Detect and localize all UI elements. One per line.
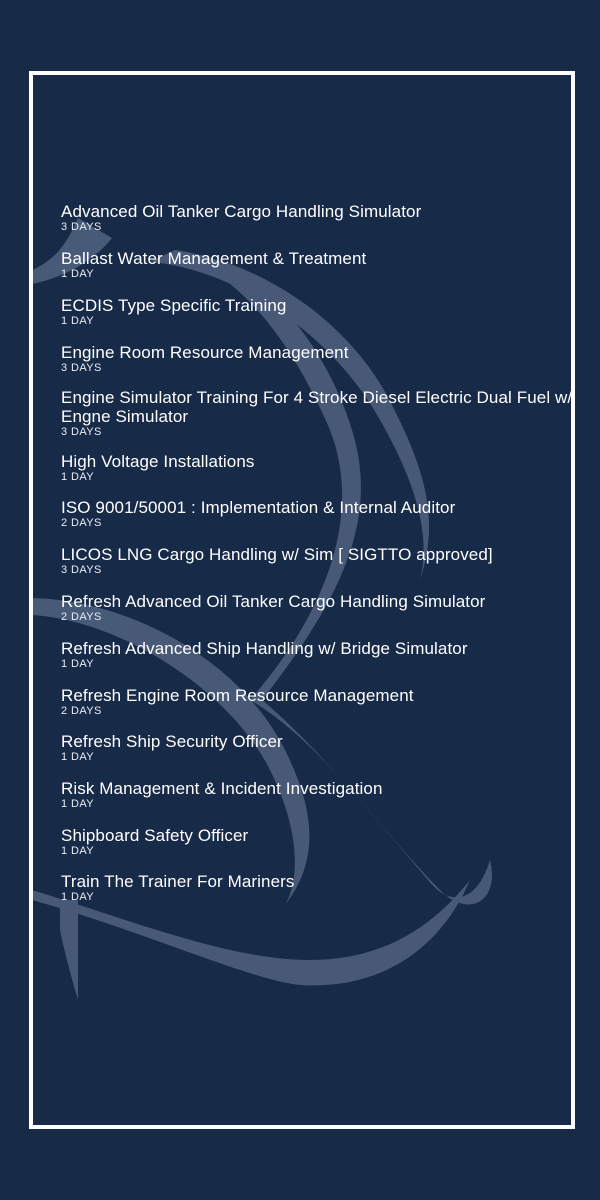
course-duration: 1 DAY [61, 315, 94, 327]
course-title: ISO 9001/50001 : Implementation & Internal Auditor [61, 498, 456, 517]
course-duration: 3 DAYS [61, 221, 102, 233]
course-title: LICOS LNG Cargo Handling w/ Sim [ SIGTTO approved] [61, 545, 493, 564]
list-item [61, 686, 581, 732]
course-duration: 2 DAYS [61, 705, 102, 717]
course-title: Shipboard Safety Officer [61, 826, 249, 845]
list-item [61, 732, 581, 779]
course-duration: 1 DAY [61, 798, 94, 810]
list-item [61, 498, 581, 545]
list-item [61, 592, 581, 639]
course-title: Refresh Advanced Ship Handling w/ Bridge Simulator [61, 639, 468, 658]
list-item [61, 452, 581, 498]
course-title: ECDIS Type Specific Training [61, 296, 287, 315]
course-title: Advanced Oil Tanker Cargo Handling Simulator [61, 202, 422, 221]
course-duration: 1 DAY [61, 891, 94, 903]
course-title: Engine Simulator Training For 4 Stroke Diesel Electric Dual Fuel w/ Engne Simulator [61, 388, 573, 426]
course-duration: 1 DAY [61, 845, 94, 857]
list-item [61, 779, 581, 826]
course-list [61, 202, 581, 912]
list-item [61, 826, 581, 872]
course-duration: 1 DAY [61, 471, 94, 483]
course-title: Refresh Engine Room Resource Management [61, 686, 414, 705]
course-duration: 3 DAYS [61, 426, 102, 438]
course-title: Ballast Water Management & Treatment [61, 249, 367, 268]
course-title: High Voltage Installations [61, 452, 255, 471]
course-title: Risk Management & Incident Investigation [61, 779, 383, 798]
list-item [61, 388, 581, 452]
course-duration: 1 DAY [61, 268, 94, 280]
list-item [61, 296, 581, 343]
list-item [61, 343, 581, 388]
course-title: Refresh Ship Security Officer [61, 732, 283, 751]
list-item [61, 872, 581, 912]
list-item [61, 249, 581, 296]
course-title: Train The Trainer For Mariners [61, 872, 295, 891]
list-item [61, 639, 581, 686]
list-item [61, 545, 581, 592]
course-duration: 2 DAYS [61, 517, 102, 529]
course-duration: 2 DAYS [61, 611, 102, 623]
course-title: Engine Room Resource Management [61, 343, 349, 362]
course-duration: 3 DAYS [61, 564, 102, 576]
course-duration: 1 DAY [61, 751, 94, 763]
course-duration: 3 DAYS [61, 362, 102, 374]
course-title: Refresh Advanced Oil Tanker Cargo Handling Simulator [61, 592, 486, 611]
course-duration: 1 DAY [61, 658, 94, 670]
list-item [61, 202, 581, 249]
